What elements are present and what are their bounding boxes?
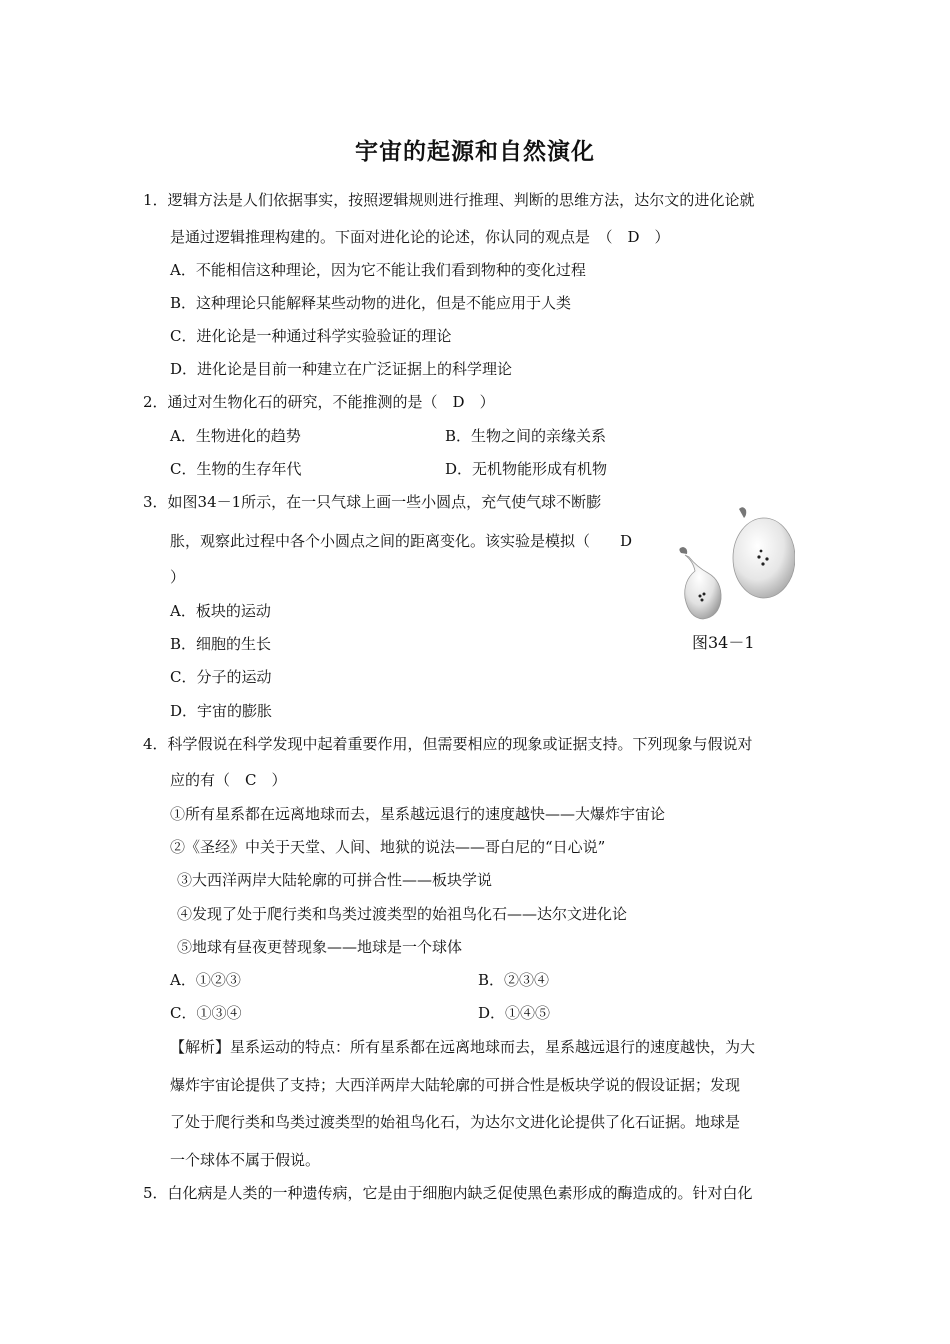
- q3-stem-line-3: ）: [170, 568, 186, 586]
- small-balloon: [685, 555, 721, 619]
- small-balloon-knot: [679, 547, 687, 554]
- q1-option-c: C．进化论是一种通过科学实验验证的理论: [170, 327, 452, 345]
- q4-analysis-line-1: 【解析】星系运动的特点：所有星系都在远离地球而去，星系越远退行的速度越快，为大: [170, 1038, 756, 1056]
- q4-analysis-line-4: 一个球体不属于假说。: [170, 1151, 321, 1169]
- q4-item-2: ②《圣经》中关于天堂、人间、地狱的说法——哥白尼的“日心说”: [170, 838, 606, 856]
- q4-stem-line-1: 4．科学假说在科学发现中起着重要作用，但需要相应的现象或证据支持。下列现象与假说对: [143, 735, 753, 753]
- q3-option-d: D．宇宙的膨胀: [170, 702, 273, 720]
- q2-option-a: A．生物进化的趋势: [170, 427, 301, 445]
- q3-stem-line-2: 胀，观察此过程中各个小圆点之间的距离变化。该实验是模拟（ D: [170, 532, 633, 550]
- page-title: 宇宙的起源和自然演化: [355, 139, 595, 165]
- q4-item-3: ③大西洋两岸大陆轮廓的可拼合性——板块学说: [177, 871, 493, 889]
- big-balloon-dot: [757, 555, 760, 558]
- q4-option-a: A．①②③: [170, 971, 241, 989]
- big-balloon: [733, 518, 795, 598]
- big-balloon-dot: [765, 557, 768, 560]
- q2-option-b: B．生物之间的亲缘关系: [445, 427, 607, 445]
- q4-item-4: ④发现了处于爬行类和鸟类过渡类型的始祖鸟化石——达尔文进化论: [177, 905, 628, 923]
- q1-stem-line-1: 1．逻辑方法是人们依据事实，按照逻辑规则进行推理、判断的思维方法，达尔文的进化论就: [143, 191, 755, 209]
- big-balloon-knot: [739, 507, 746, 518]
- q4-option-d: D．①④⑤: [478, 1004, 551, 1022]
- q4-option-b: B．②③④: [478, 971, 550, 989]
- q2-stem: 2．通过对生物化石的研究，不能推测的是（ D ）: [143, 393, 495, 411]
- q1-option-d: D．进化论是目前一种建立在广泛证据上的科学理论: [170, 360, 513, 378]
- big-balloon-dot: [761, 562, 764, 565]
- q3-option-b: B．细胞的生长: [170, 635, 272, 653]
- q4-stem-line-2: 应的有（ C ）: [170, 771, 287, 789]
- big-balloon-dot: [760, 550, 763, 553]
- figure-caption: 图34－1: [692, 633, 755, 652]
- q4-analysis-line-3: 了处于爬行类和鸟类过渡类型的始祖鸟化石，为达尔文进化论提供了化石证据。地球是: [170, 1113, 741, 1131]
- q4-analysis-line-2: 爆炸宇宙论提供了支持；大西洋两岸大陆轮廓的可拼合性是板块学说的假设证据；发现: [170, 1076, 741, 1094]
- small-balloon-dot: [699, 595, 702, 598]
- q4-option-c: C．①③④: [170, 1004, 242, 1022]
- q4-item-5: ⑤地球有昼夜更替现象——地球是一个球体: [177, 938, 463, 956]
- q3-option-a: A．板块的运动: [170, 602, 271, 620]
- small-balloon-dot: [701, 599, 704, 602]
- q3-stem-line-1: 3．如图34－1所示，在一只气球上画一些小圆点，充气使气球不断膨: [143, 493, 602, 511]
- small-balloon-dot: [703, 593, 706, 596]
- q4-item-1: ①所有星系都在远离地球而去，星系越远退行的速度越快——大爆炸宇宙论: [170, 805, 666, 823]
- q2-option-d: D．无机物能形成有机物: [445, 460, 608, 478]
- q1-stem-line-2: 是通过逻辑推理构建的。下面对进化论的论述，你认同的观点是 （ D ）: [170, 228, 670, 246]
- q2-option-c: C．生物的生存年代: [170, 460, 302, 478]
- q3-option-c: C．分子的运动: [170, 668, 272, 686]
- q1-option-a: A．不能相信这种理论，因为它不能让我们看到物种的变化过程: [170, 261, 586, 279]
- q5-stem-line-1: 5．白化病是人类的一种遗传病，它是由于细胞内缺乏促使黑色素形成的酶造成的。针对白化: [143, 1184, 753, 1202]
- q1-option-b: B．这种理论只能解释某些动物的进化，但是不能应用于人类: [170, 294, 572, 312]
